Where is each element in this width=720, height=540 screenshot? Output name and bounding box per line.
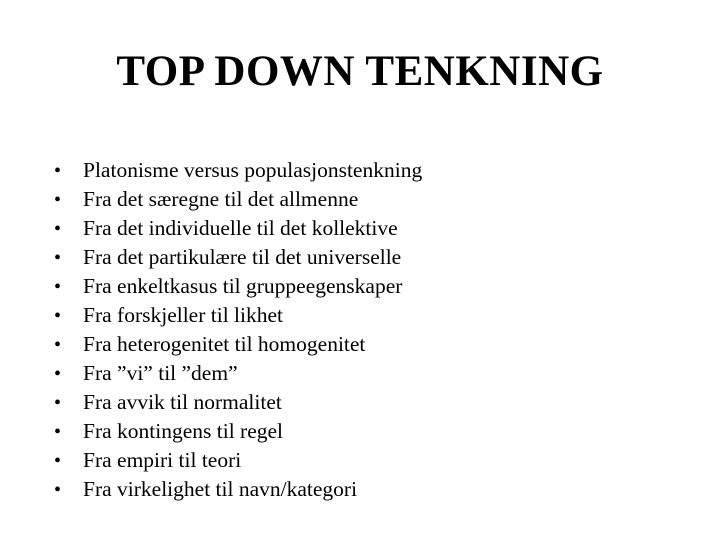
bullet-icon: • <box>54 334 62 356</box>
bullet-icon: • <box>54 160 62 182</box>
list-item-text: Fra forskjeller til likhet <box>83 303 284 327</box>
slide-title: TOP DOWN TENKNING <box>116 48 604 95</box>
list-item <box>54 330 422 359</box>
bullet-icon: • <box>54 276 62 298</box>
list-item-text: Fra ”vi” til ”dem” <box>83 361 238 385</box>
list-item <box>54 272 422 301</box>
bullet-icon: • <box>54 392 62 414</box>
list-item-text: Fra heterogenitet til homogenitet <box>83 332 366 356</box>
list-item <box>54 301 422 330</box>
bullet-icon: • <box>54 218 62 240</box>
list-item <box>54 156 422 185</box>
list-item <box>54 243 422 272</box>
list-item-text: Fra avvik til normalitet <box>83 390 282 414</box>
list-item <box>54 446 422 475</box>
list-item-text: Fra det partikulære til det universelle <box>83 245 402 269</box>
bullet-icon: • <box>54 247 62 269</box>
list-item-text: Fra det særegne til det allmenne <box>83 187 359 211</box>
list-item-text: Platonisme versus populasjonstenkning <box>83 158 423 182</box>
bullet-icon: • <box>54 479 62 501</box>
list-item <box>54 475 422 504</box>
bullet-icon: • <box>54 363 62 385</box>
list-item <box>54 388 422 417</box>
bullet-icon: • <box>54 450 62 472</box>
list-item <box>54 359 422 388</box>
list-item <box>54 185 422 214</box>
bullet-icon: • <box>54 305 62 327</box>
list-item-text: Fra empiri til teori <box>83 448 242 472</box>
list-item-text: Fra enkeltkasus til gruppeegenskaper <box>83 274 403 298</box>
list-item-text: Fra virkelighet til navn/kategori <box>83 477 358 501</box>
bullet-icon: • <box>54 421 62 443</box>
list-item-text: Fra kontingens til regel <box>83 419 284 443</box>
list-item <box>54 417 422 446</box>
bullet-list <box>54 156 422 504</box>
list-item <box>54 214 422 243</box>
bullet-icon: • <box>54 189 62 211</box>
list-item-text: Fra det individuelle til det kollektive <box>83 216 398 240</box>
